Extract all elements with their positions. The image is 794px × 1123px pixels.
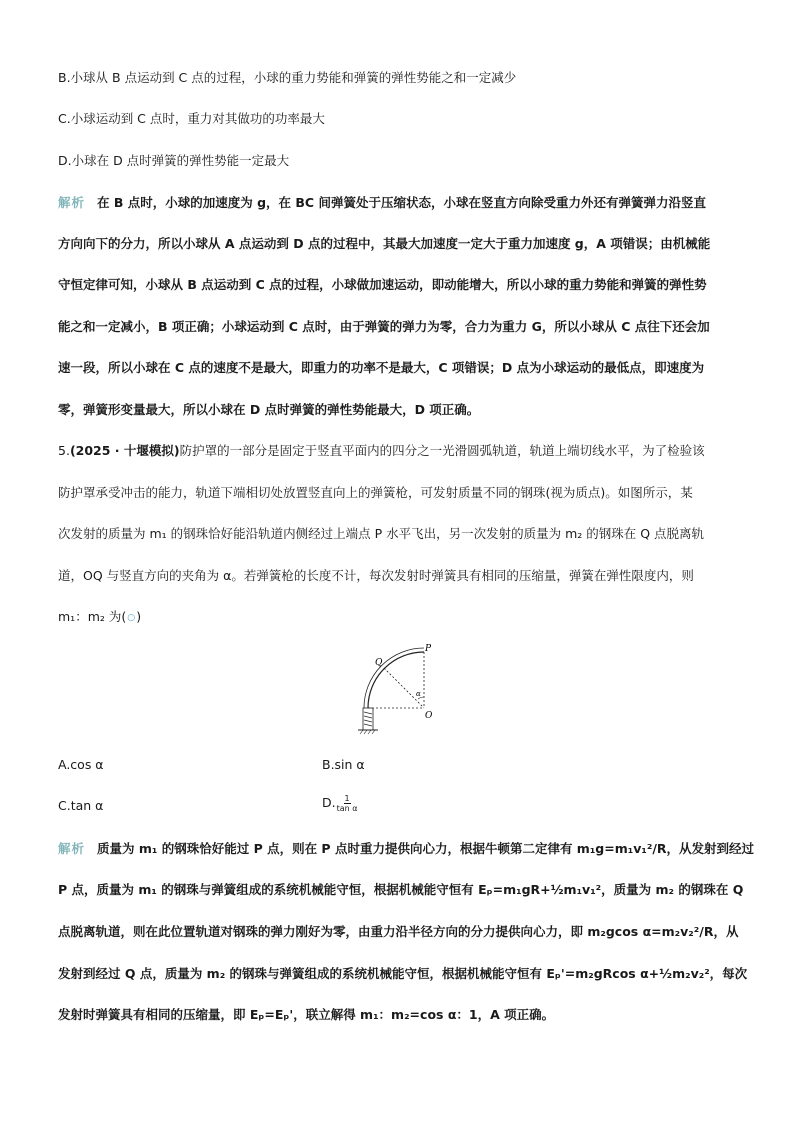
label-alpha: α [416, 690, 421, 698]
analysis1-line-5: 速一段，所以小球在 C 点的速度不是最大，即重力的功率不是最大，C 项错误；D 点为小球运动的最低点，即速度为 [58, 360, 705, 375]
option-a: A.cos α [58, 757, 104, 772]
analysis2-line-1: 解析 质量为 m₁ 的钢珠恰好能过 P 点，则在 P 点时重力提供向心力，根据牛顿第二定律有 m₁g=m₁v₁²/R，从发射到经过 [58, 841, 755, 856]
analysis2-line-3: 点脱离轨道，则在此位置轨道对钢珠的弹力刚好为零，由重力沿半径方向的分力提供向心力，即 m₂gcos α=m₂v₂²/R，从 [58, 924, 739, 939]
analysis1-line-2: 方向向下的分力，所以小球从 A 点运动到 D 点的过程中，其最大加速度一定大于重力加速度 g，A 项错误；由机械能 [58, 236, 711, 251]
analysis1-line-3: 守恒定律可知，小球从 B 点运动到 C 点的过程，小球做加速运动，即动能增大，所以小球的重力势能和弹簧的弹性势 [58, 277, 707, 292]
option-c: C.tan α [58, 798, 104, 813]
analysis2-line-2: P 点，质量为 m₁ 的钢珠与弹簧组成的系统机械能守恒，根据机械能守恒有 Eₚ=m₁gR+½m₁v₁²，质量为 m₂ 的钢珠在 Q [58, 882, 744, 897]
question-number: 5. [58, 443, 70, 458]
analysis1-line-4: 能之和一定减小，B 项正确；小球运动到 C 点时，由于弹簧的弹力为零，合力为重力 G，所以小球从 C 点往下还会加 [58, 319, 710, 334]
option-d: D. $\frac{1}{\text{tan α}}$ [322, 794, 358, 813]
question5-line-2: 防护罩承受冲击的能力，轨道下端相切处放置竖直向上的弹簧枪，可发射质量不同的钢珠(视为质点)。如图所示，某 [58, 485, 693, 500]
option-b-prev: B.小球从 B 点运动到 C 点的过程，小球的重力势能和弹簧的弹性势能之和一定减少 [58, 70, 517, 85]
analysis1-line-6: 零，弹簧形变量最大，所以小球在 D 点时弹簧的弹性势能最大，D 项正确。 [58, 402, 480, 417]
option-d-prev: D.小球在 D 点时弹簧的弹性势能一定最大 [58, 153, 290, 168]
question-source: (2025 · 十堰模拟) [69, 443, 180, 458]
option-c-prev: C.小球运动到 C 点时，重力对其做功的功率最大 [58, 111, 325, 126]
analysis1-line-1: 解析 在 B 点时，小球的加速度为 g，在 BC 间弹簧处于压缩状态，小球在竖直方向除受重力外还有弹簧弹力沿竖直 [58, 195, 706, 210]
option-d-fraction: $\frac{1}{\text{tan α}}$ [336, 794, 358, 813]
quarter-circle-track-figure [358, 642, 438, 736]
label-o: O [425, 711, 433, 721]
question5-line-4: 道，OQ 与竖直方向的夹角为 α。若弹簧枪的长度不计，每次发射时弹簧具有相同的压缩量，弹簧在弹性限度内，则 [58, 568, 694, 583]
question5-line-3: 次发射的质量为 m₁ 的钢珠恰好能沿轨道内侧经过上端点 P 水平飞出，另一次发射的质量为 m₂ 的钢珠在 Q 点脱离轨 [58, 526, 705, 541]
question5-line-5: m₁：m₂ 为(○) [58, 609, 142, 624]
label-p: P [425, 644, 432, 654]
label-q: Q [375, 658, 383, 668]
option-b: B.sin α [322, 757, 365, 772]
question5-line-1: 5.(2025 · 十堰模拟)防护罩的一部分是固定于竖直平面内的四分之一光滑圆弧轨道，轨道上端切线水平，为了检验该 [58, 443, 705, 458]
answer-blank-icon: ○ [127, 612, 136, 623]
analysis2-line-4: 发射到经过 Q 点，质量为 m₂ 的钢珠与弹簧组成的系统机械能守恒，根据机械能守恒有 Eₚ'=m₂gRcos α+½m₂v₂²，每次 [58, 966, 748, 981]
analysis-tag: 解析 [58, 195, 86, 210]
analysis-tag: 解析 [58, 841, 86, 856]
analysis2-line-5: 发射时弹簧具有相同的压缩量，即 Eₚ=Eₚ'，联立解得 m₁：m₂=cos α：1，A 项正确。 [58, 1007, 555, 1022]
